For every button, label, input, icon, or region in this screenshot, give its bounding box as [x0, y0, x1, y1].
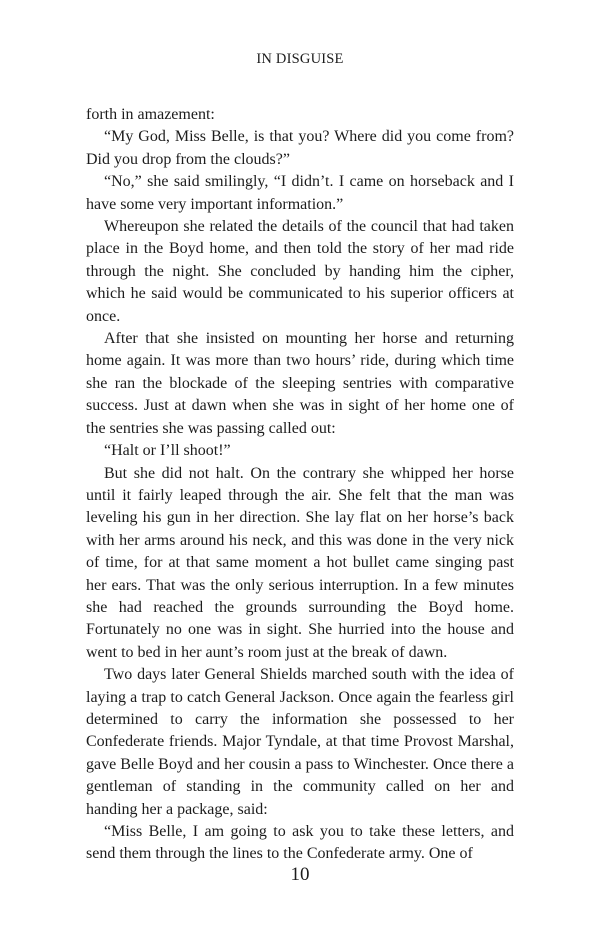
paragraph: But she did not halt. On the contrary she whipped her horse until it fairly leaped through the air. She felt that the man was leveling his gun in her direction. She lay flat on her horse’s back with her arms around his neck, and this was done in the very nick of time, for at that same moment a hot bullet came singing past her ears. That was the only serious interruption. In a few minutes she had reached the grounds surrounding the Boyd home. Fortunately no one was in sight. She hurried into the house and went to bed in her aunt’s room just at the break of dawn. [86, 464, 514, 661]
paragraph: “Halt or I’ll shoot!” [104, 442, 231, 460]
paragraph: Whereupon she related the details of the council that had taken place in the Boyd home, and then told the story of her mad ride through the night. She concluded by handing him the cipher, which he said would be communicated to his superior officers at once. [86, 218, 514, 325]
paragraph: After that she insisted on mounting her horse and returning home again. It was more than two hours’ ride, during which time she ran the blockade of the sleeping sentries with comparative success. Just at dawn when she was in sight of her home one of the sentries she was passing called out: [86, 330, 514, 437]
page-number: 10 [290, 864, 310, 885]
body-text [86, 104, 514, 866]
paragraph: Two days later General Shields marched south with the idea of laying a trap to catch General Jackson. Once again the fearless girl determined to carry the information she possessed to her Confederate friends. Major Tyndale, at that time Provost Marshal, gave Belle Boyd and her cousin a pass to Winchester. Once there a gentleman of standing in the community called on her and handing her a package, said: [86, 666, 514, 818]
paragraph: forth in amazement: [86, 106, 215, 123]
running-head: IN DISGUISE [256, 51, 344, 67]
paragraph: “No,” she said smilingly, “I didn’t. I came on horseback and I have some very important information.” [86, 173, 514, 213]
paragraph: “Miss Belle, I am going to ask you to take these letters, and send them through the lines to the Confederate army. One of [86, 823, 514, 863]
paragraph: “My God, Miss Belle, is that you? Where did you come from? Did you drop from the clouds?” [86, 128, 514, 168]
